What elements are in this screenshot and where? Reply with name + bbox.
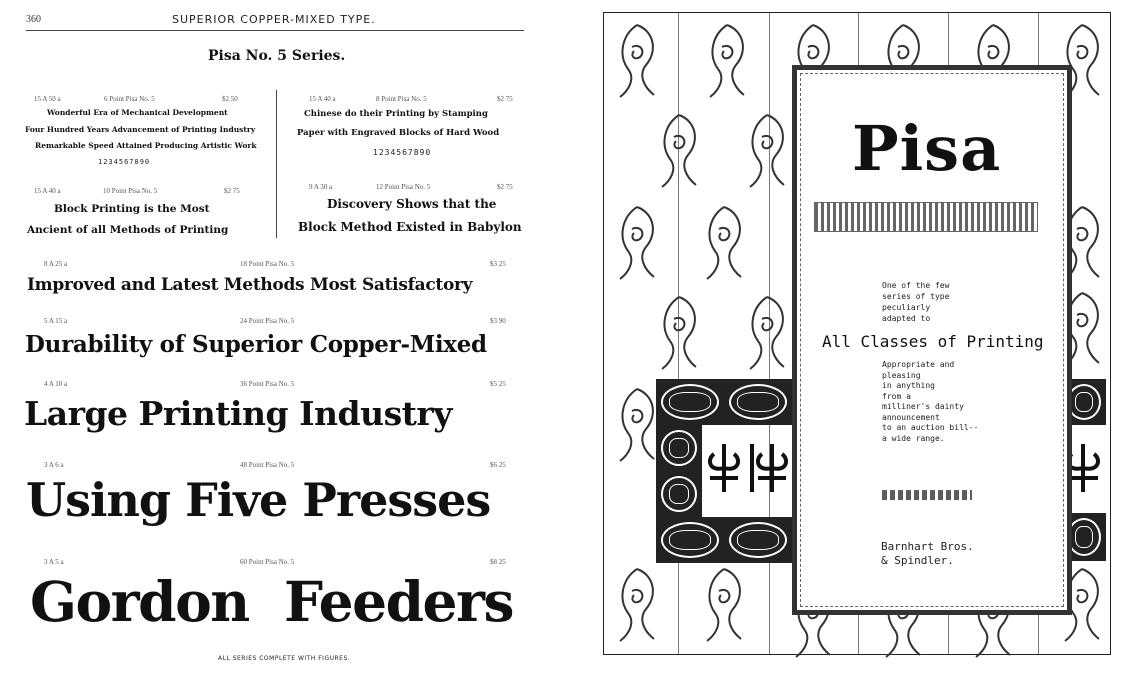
- specimen-line: Block Printing is the Most: [54, 203, 210, 215]
- specimen-line: Gordon Feeders: [30, 569, 513, 634]
- size: 18 Point Pisa No. 5: [240, 260, 295, 268]
- specimen-line: Paper with Engraved Blocks of Hard Wood: [297, 128, 500, 138]
- price: $3 25: [490, 260, 506, 268]
- specimen-line: Discovery Shows that the: [327, 197, 497, 211]
- ornamental-page: [603, 12, 1111, 655]
- flourish-icon: [614, 203, 660, 285]
- price: $2 75: [497, 183, 513, 191]
- price: $3 90: [490, 317, 506, 325]
- specimen-line: Using Five Presses: [26, 473, 491, 527]
- running-head: SUPERIOR COPPER-MIXED TYPE.: [172, 13, 376, 26]
- price: $2 50: [222, 95, 238, 103]
- specimen-page: [0, 0, 545, 676]
- headline: All Classes of Printing: [822, 332, 1044, 351]
- knotwork-ornament: [656, 517, 724, 563]
- title-panel: [792, 65, 1072, 615]
- page-number: 360: [26, 14, 41, 25]
- specimen-line: Large Printing Industry: [24, 394, 452, 433]
- size: 8 Point Pisa No. 5: [376, 95, 427, 103]
- title: Pisa: [852, 112, 1002, 185]
- count: 8 A 25 a: [44, 260, 68, 268]
- flourish-icon: [701, 565, 747, 647]
- count: 15 A 40 a: [34, 187, 61, 195]
- decorative-band: [814, 202, 1038, 232]
- knotwork-ornament: [656, 425, 702, 471]
- size: 10 Point Pisa No. 5: [103, 187, 158, 195]
- price: $8 25: [490, 558, 506, 566]
- specimen-line: Ancient of all Methods of Printing: [27, 224, 229, 236]
- body-text: Appropriate and pleasing in anything from a milliner's dainty announcement to an auction bill-- a wide range.: [882, 360, 979, 443]
- flourish-icon: [704, 21, 750, 103]
- price: $5 25: [490, 380, 506, 388]
- specimen-line: Remarkable Speed Attained Producing Artistic Work: [35, 141, 257, 150]
- count: 4 A 10 a: [44, 380, 68, 388]
- size: 24 Point Pisa No. 5: [240, 317, 295, 325]
- flourish-icon: [656, 293, 702, 375]
- column-rule: [276, 90, 277, 238]
- price: $2 75: [497, 95, 513, 103]
- figures-line: 1234567890: [373, 148, 432, 157]
- count: 3 A 6 a: [44, 461, 64, 469]
- knotwork-ornament: [656, 379, 724, 425]
- fleur-ornament-icon: [702, 438, 792, 498]
- specimen-line: Improved and Latest Methods Most Satisfactory: [27, 275, 473, 295]
- flourish-icon: [614, 565, 660, 647]
- flourish-icon: [614, 21, 660, 103]
- price: $2 75: [224, 187, 240, 195]
- count: 3 A 5 a: [44, 558, 64, 566]
- size: 6 Point Pisa No. 5: [104, 95, 155, 103]
- intro-text: One of the few series of type peculiarly adapted to: [882, 281, 950, 323]
- size: 60 Point Pisa No. 5: [240, 558, 295, 566]
- count: 5 A 15 a: [44, 317, 68, 325]
- count: 9 A 30 a: [309, 183, 333, 191]
- series-title: Pisa No. 5 Series.: [208, 48, 346, 64]
- flourish-icon: [656, 111, 702, 193]
- flourish-icon: [701, 203, 747, 285]
- knotwork-ornament: [656, 471, 702, 517]
- flourish-icon: [744, 293, 790, 375]
- price: $6 25: [490, 461, 506, 469]
- decorative-rule: [882, 490, 972, 500]
- header-rule: [26, 30, 524, 31]
- specimen-line: Wonderful Era of Mechanical Development: [47, 108, 228, 117]
- size: 36 Point Pisa No. 5: [240, 380, 295, 388]
- imprint: Barnhart Bros. & Spindler.: [881, 540, 974, 567]
- figures-line: 1234567890: [98, 158, 151, 166]
- specimen-line: Block Method Existed in Babylon: [298, 220, 522, 234]
- footer-note: ALL SERIES COMPLETE WITH FIGURES.: [218, 655, 351, 662]
- specimen-line: Durability of Superior Copper-Mixed: [25, 331, 487, 358]
- specimen-line: Chinese do their Printing by Stamping: [304, 109, 488, 119]
- knotwork-ornament: [724, 517, 792, 563]
- knotwork-ornament: [724, 379, 792, 425]
- count: 15 A 50 a: [34, 95, 61, 103]
- flourish-icon: [744, 111, 790, 193]
- size: 12 Point Pisa No. 5: [376, 183, 431, 191]
- specimen-line: Four Hundred Years Advancement of Printing Industry: [25, 125, 256, 134]
- count: 15 A 40 a: [309, 95, 336, 103]
- flourish-icon: [614, 385, 660, 467]
- size: 48 Point Pisa No. 5: [240, 461, 295, 469]
